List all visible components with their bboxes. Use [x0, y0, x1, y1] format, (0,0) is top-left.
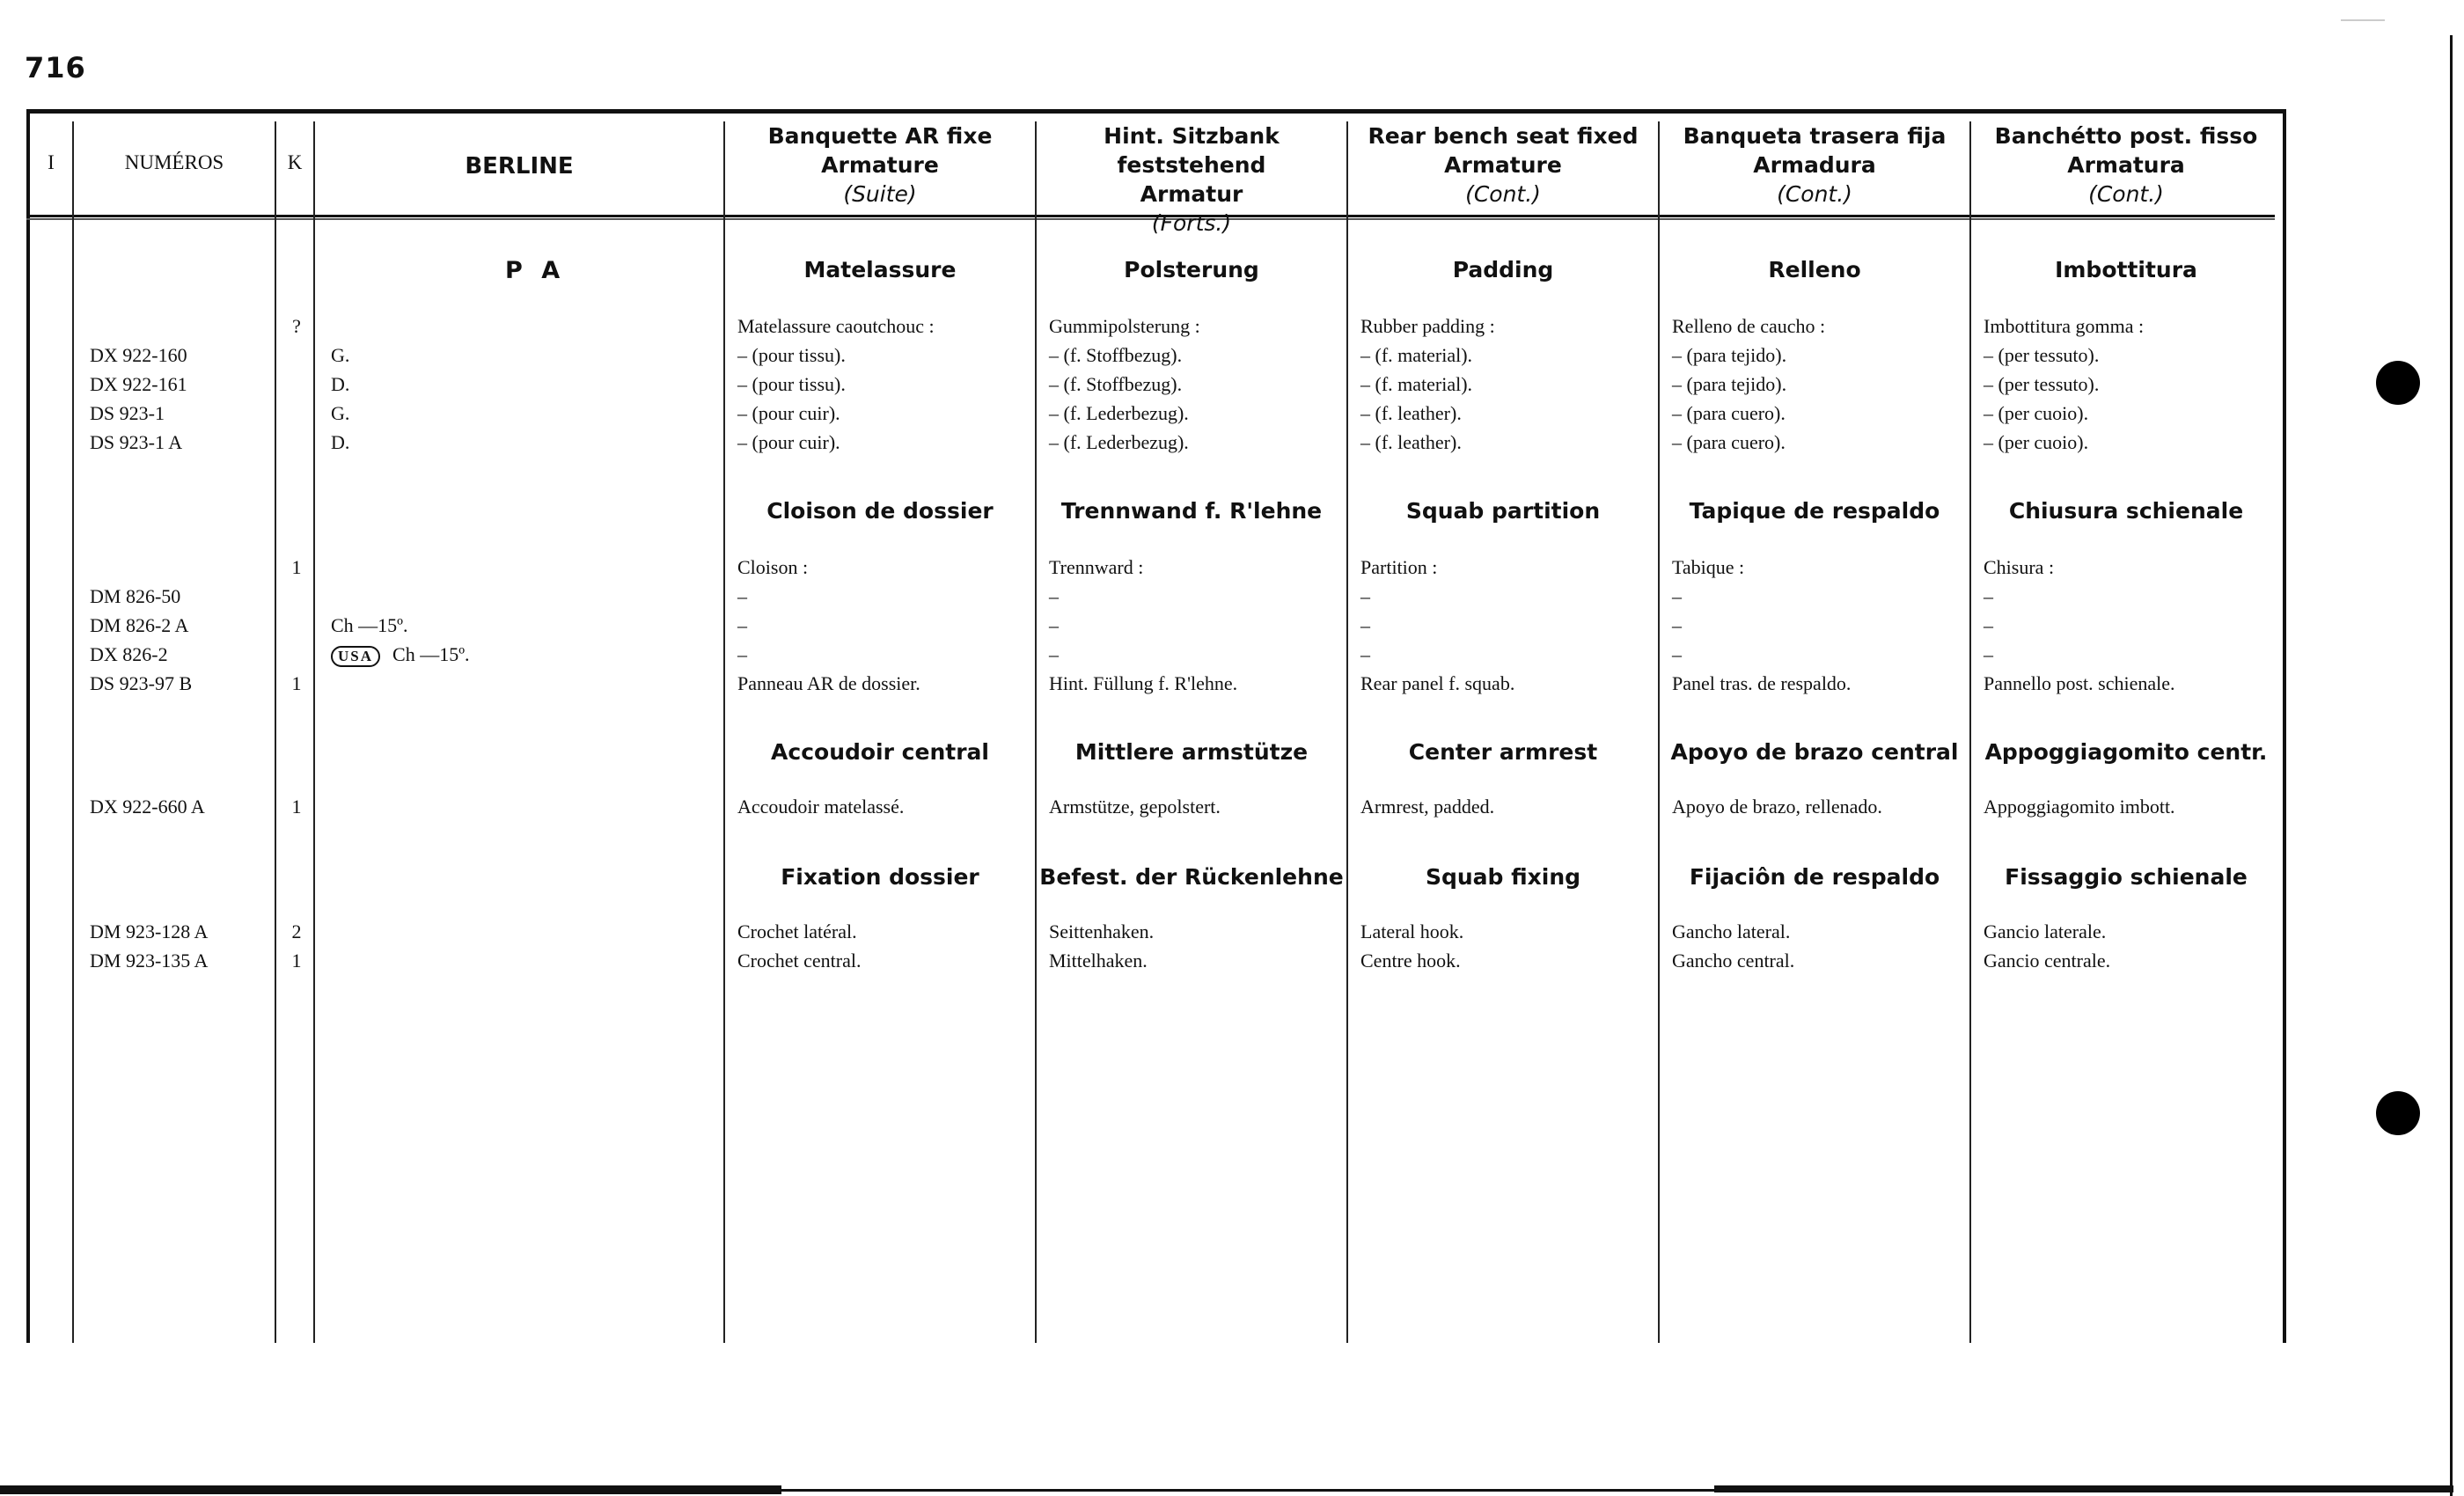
description-it: Gancio laterale. [1984, 920, 2107, 942]
header-en-line1: Rear bench seat fixed [1368, 123, 1639, 149]
bottom-rule [1714, 1485, 2453, 1492]
header-col-fr [725, 121, 1035, 209]
column-divider [275, 121, 276, 1343]
column-divider [313, 121, 315, 1343]
description-es: – [1672, 614, 1682, 636]
page-right-edge [2450, 35, 2453, 1496]
quantity: ? [292, 315, 301, 337]
column-divider [1658, 121, 1660, 1343]
description-es: Apoyo de brazo, rellenado. [1672, 796, 1882, 818]
description-it: – (per cuoio). [1984, 402, 2089, 424]
description-es: – [1672, 585, 1682, 607]
part-number: DX 922-161 [90, 373, 187, 395]
description-it: – [1984, 643, 1993, 665]
usa-badge: USA [331, 646, 380, 667]
description-es: – (para cuero). [1672, 431, 1786, 453]
description-en: Rear panel f. squab. [1360, 672, 1515, 694]
description-en: Lateral hook. [1360, 920, 1464, 942]
description-de: – (f. Lederbezug). [1049, 402, 1189, 424]
column-divider [72, 121, 74, 1343]
header-col-en [1348, 121, 1658, 209]
description-fr: Crochet latéral. [737, 920, 857, 942]
quantity: 1 [291, 796, 302, 818]
header-it-line1: Banchétto post. fisso [1994, 123, 2258, 149]
description-it: – [1984, 614, 1993, 636]
description-de: – (f. Stoffbezug). [1049, 344, 1183, 366]
part-number: DM 923-128 A [90, 920, 209, 942]
description-en: – [1360, 614, 1370, 636]
header-col-es [1660, 121, 1969, 209]
part-number: DS 923-1 A [90, 431, 183, 453]
section-title: Fijaciôn de respaldo [1689, 864, 1940, 890]
description-en: Rubber padding : [1360, 315, 1495, 337]
description-it: Imbottitura gomma : [1984, 315, 2145, 337]
part-number: DX 922-160 [90, 344, 187, 366]
description-de: Mittelhaken. [1049, 950, 1148, 972]
description-fr: – (pour cuir). [737, 402, 840, 424]
section-title: Accoudoir central [771, 739, 989, 765]
description-fr: – (pour cuir). [737, 431, 840, 453]
part-number: DS 923-97 B [90, 672, 193, 694]
bottom-rule [781, 1489, 1714, 1492]
quantity: 1 [291, 556, 302, 578]
description-de: Hint. Füllung f. R'lehne. [1049, 672, 1238, 694]
berline-note [331, 643, 470, 667]
quantity: 2 [291, 920, 302, 942]
section-title: Mittlere armstütze [1074, 739, 1309, 765]
column-divider [1969, 121, 1971, 1343]
section-title: Chiusura schienale [2008, 498, 2244, 524]
header-fr-line1: Banquette AR fixe [767, 123, 993, 149]
berline-note: Ch —15º. [331, 614, 408, 636]
quantity: 1 [291, 672, 302, 694]
description-de: – (f. Stoffbezug). [1049, 373, 1183, 395]
description-fr: Panneau AR de dossier. [737, 672, 920, 694]
punch-hole [2376, 1091, 2420, 1135]
header-i: I [48, 151, 55, 173]
section-title: Imbottitura [2055, 257, 2197, 282]
description-es: – (para tejido). [1672, 344, 1787, 366]
description-fr: – (pour tissu). [737, 373, 846, 395]
header-k: K [287, 151, 303, 173]
description-en: – (f. leather). [1360, 402, 1462, 424]
description-de: – (f. Lederbezug). [1049, 431, 1189, 453]
header-numeros: NUMÉROS [124, 151, 224, 173]
description-es: – [1672, 643, 1682, 665]
description-it: – [1984, 585, 1993, 607]
punch-hole [2376, 361, 2420, 405]
header-en-line2: Armature [1444, 152, 1562, 178]
section-title: Center armrest [1408, 739, 1598, 765]
section-title: Tapique de respaldo [1689, 498, 1940, 524]
section-title: Squab fixing [1425, 864, 1581, 890]
part-number: DS 923-1 [90, 402, 165, 424]
header-col-it [1971, 121, 2281, 209]
description-fr: – [737, 585, 747, 607]
description-fr: – [737, 614, 747, 636]
description-fr: Crochet central. [737, 950, 862, 972]
header-berline: BERLINE [465, 153, 574, 180]
table-left-border [26, 109, 30, 1343]
berline-note: D. [331, 431, 350, 453]
description-en: – (f. leather). [1360, 431, 1462, 453]
section-title: Cloison de dossier [766, 498, 994, 524]
section-title: Padding [1452, 257, 1554, 282]
description-it: Appoggiagomito imbott. [1984, 796, 2175, 818]
description-en: – [1360, 643, 1370, 665]
description-en: – (f. material). [1360, 344, 1473, 366]
header-fr-line2: Armature [821, 152, 939, 178]
description-fr: – (pour tissu). [737, 344, 846, 366]
header-es-line2: Armadura [1753, 152, 1876, 178]
description-it: – (per tessuto). [1984, 344, 2100, 366]
description-es: Gancho lateral. [1672, 920, 1791, 942]
part-number: DM 826-50 [90, 585, 181, 607]
description-es: – (para tejido). [1672, 373, 1787, 395]
description-es: Panel tras. de respaldo. [1672, 672, 1852, 694]
section-title: Apoyo de brazo central [1670, 739, 1959, 765]
section-title: Befest. der Rückenlehne [1039, 864, 1344, 890]
header-es-line3: (Cont.) [1777, 181, 1852, 207]
part-number: DX 826-2 [90, 643, 168, 665]
description-it: – (per tessuto). [1984, 373, 2100, 395]
description-de: Trennward : [1049, 556, 1144, 578]
table-top-border [26, 109, 2286, 114]
header-it-line2: Armatura [2067, 152, 2185, 178]
header-de-line1: Hint. Sitzbank feststehend [1104, 123, 1280, 178]
header-de-line2: Armatur [1140, 181, 1243, 207]
description-de: – [1049, 585, 1059, 607]
description-fr: – [737, 643, 747, 665]
description-es: Tabique : [1672, 556, 1745, 578]
description-en: – (f. material). [1360, 373, 1473, 395]
section-title: Trennwand f. R'lehne [1060, 498, 1323, 524]
part-number: DM 923-135 A [90, 950, 209, 972]
description-it: Gancio centrale. [1984, 950, 2111, 972]
pa-label: P A [505, 257, 566, 284]
header-es-line1: Banqueta trasera fija [1683, 123, 1947, 149]
description-es: Gancho central. [1672, 950, 1795, 972]
description-en: Armrest, padded. [1360, 796, 1495, 818]
part-number: DX 922-660 A [90, 796, 205, 818]
berline-note: G. [331, 402, 350, 424]
column-divider [723, 121, 725, 1343]
table-right-border [2283, 109, 2286, 1343]
description-en: Partition : [1360, 556, 1438, 578]
description-en: Centre hook. [1360, 950, 1461, 972]
column-divider [1346, 121, 1348, 1343]
description-de: Armstütze, gepolstert. [1049, 796, 1221, 818]
section-title: Fixation dossier [781, 864, 979, 890]
description-fr: Cloison : [737, 556, 809, 578]
section-title: Appoggiagomito centr. [1984, 739, 2268, 765]
berline-note: G. [331, 344, 350, 366]
description-es: Relleno de caucho : [1672, 315, 1826, 337]
section-title: Relleno [1768, 257, 1861, 282]
header-de-line3: (Forts.) [1151, 210, 1232, 236]
page-number: 716 [25, 51, 86, 84]
berline-note-text: Ch —15º. [392, 643, 470, 665]
description-it: Chisura : [1984, 556, 2055, 578]
description-it: Pannello post. schienale. [1984, 672, 2175, 694]
header-en-line3: (Cont.) [1465, 181, 1541, 207]
description-de: – [1049, 614, 1059, 636]
description-en: – [1360, 585, 1370, 607]
berline-note: D. [331, 373, 350, 395]
header-fr-line3: (Suite) [843, 181, 917, 207]
description-fr: Matelassure caoutchouc : [737, 315, 935, 337]
description-de: – [1049, 643, 1059, 665]
description-es: – (para cuero). [1672, 402, 1786, 424]
header-it-line3: (Cont.) [2088, 181, 2164, 207]
section-title: Squab partition [1405, 498, 1601, 524]
section-title: Matelassure [803, 257, 957, 282]
description-fr: Accoudoir matelassé. [737, 796, 905, 818]
header-col-de [1037, 121, 1346, 238]
section-title: Fissaggio schienale [2005, 864, 2248, 890]
scan-mark [2341, 19, 2385, 21]
description-de: Gummipolsterung : [1049, 315, 1200, 337]
part-number: DM 826-2 A [90, 614, 189, 636]
column-divider [1035, 121, 1037, 1343]
bottom-rule [0, 1485, 781, 1494]
section-title: Polsterung [1124, 257, 1259, 282]
description-de: Seittenhaken. [1049, 920, 1155, 942]
quantity: 1 [291, 950, 302, 972]
description-it: – (per cuoio). [1984, 431, 2089, 453]
